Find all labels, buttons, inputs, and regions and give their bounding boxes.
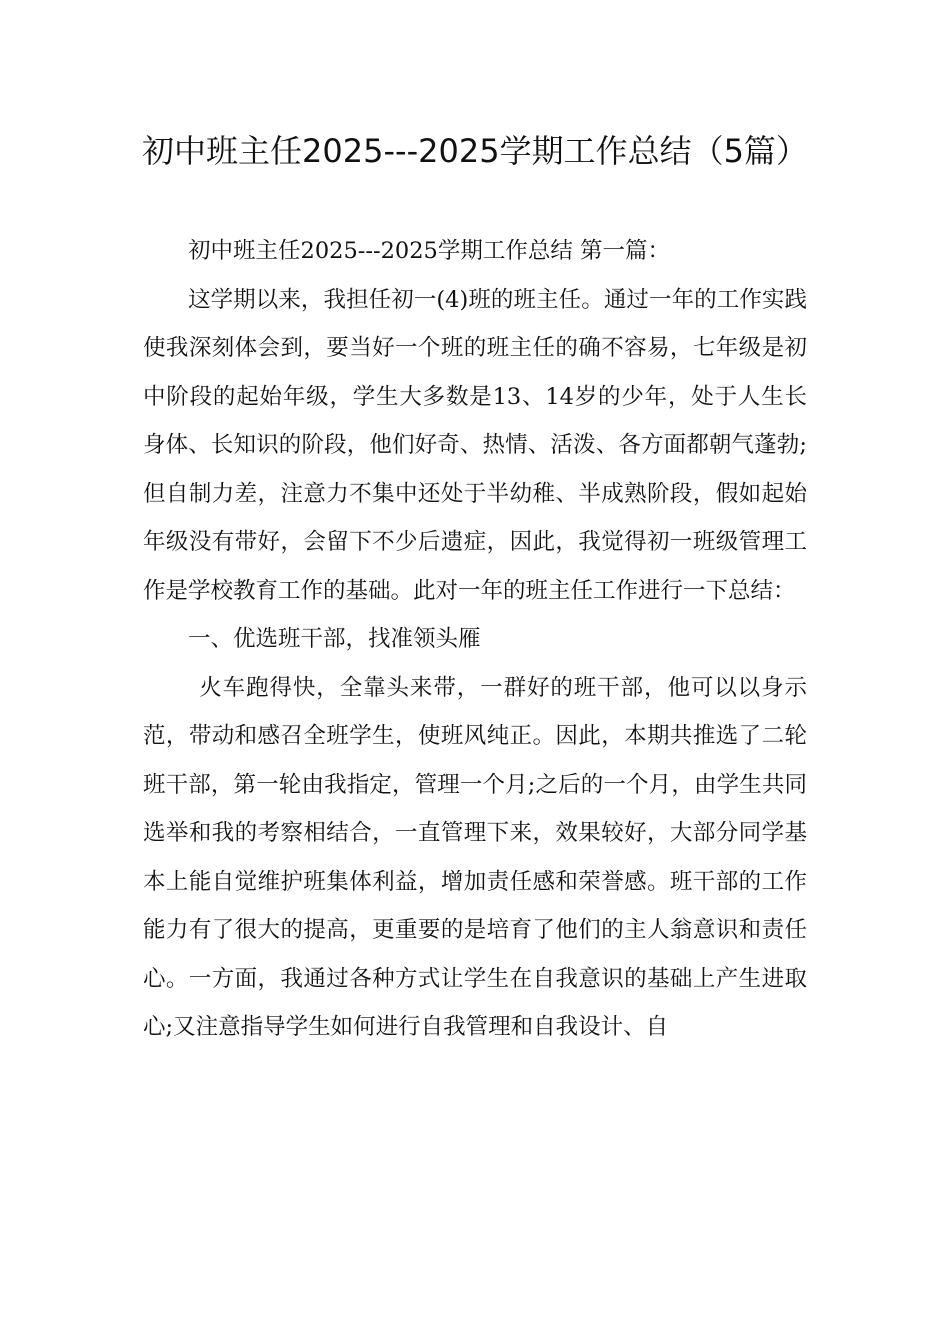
- paragraph: 这学期以来，我担任初一(4)班的班主任。通过一年的工作实践使我深刻体会到，要当好一个班的班主任的确不容易，七年级是初中阶段的起始年级，学生大多数是13、14岁的少年，处于人生长身体、长知识的阶段，他们好奇、热情、活泼、各方面都朝气蓬勃;但自制力差，注意力不集中还处于半幼稚、半成熟阶段，假如起始年级没有带好，会留下不少后遗症，因此，我觉得初一班级管理工作是学校教育工作的基础。此对一年的班主任工作进行一下总结：: [143, 286, 807, 604]
- section-subtitle: 初中班主任2025---2025学期工作总结 第一篇：: [188, 238, 670, 264]
- section-heading: 一、优选班干部，找准领头雁: [188, 626, 481, 652]
- paragraph: 火车跑得快，全靠头来带，一群好的班干部，他可以以身示范，带动和感召全班学生，使班风纯正。因此，本期共推选了二轮班干部，第一轮由我指定，管理一个月;之后的一个月，由学生共同选举和我的考察相结合，一直管理下来，效果较好，大部分同学基本上能自觉维护班集体利益，增加责任感和荣誉感。班干部的工作能力有了很大的提高，更重要的是培育了他们的主人翁意识和责任心。一方面，我通过各种方式让学生在自我意识的基础上产生进取心;又注意指导学生如何进行自我管理和自我设计、自: [143, 674, 807, 1040]
- document-title: 初中班主任2025---2025学期工作总结（5篇）: [142, 132, 808, 170]
- document-body: [143, 227, 807, 1052]
